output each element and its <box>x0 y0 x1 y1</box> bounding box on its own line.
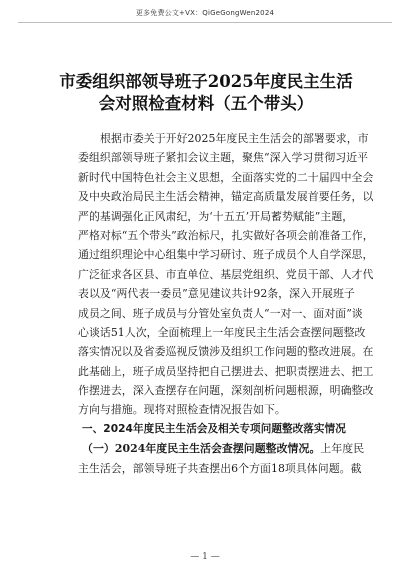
document-title-line-1: 市委组织部领导班子2025年度民主生活 <box>59 72 353 91</box>
header-note: 更多免费公文+VX：QiGeGongWen2024 <box>135 9 275 17</box>
body-line: 成员之间、班子成员与分管处室负责人“一对一、面对面”谈 <box>78 306 363 320</box>
section-heading: 一、2024年度民主生活会及相关专项问题整改落实情况 <box>82 422 346 435</box>
page-number: — 1 — <box>190 552 220 562</box>
body-line: 广泛征求各区县、市直单位、基层党组织、党员干部、人才代 <box>78 267 374 281</box>
body-line: 及中央政治局民主生活会精神，锚定高质量发展首要任务，以 <box>78 190 374 204</box>
body-line: 主生活会，部领导班子共查摆出6个方面18项具体问题。截 <box>78 461 362 475</box>
body-line: 方向与措施。现将对照检查情况报告如下。 <box>78 403 286 417</box>
body-line: 落实情况以及省委巡视反馈涉及组织工作问题的整改进展。在 <box>78 345 374 359</box>
body-line: 新时代中国特色社会主义思想，全面落实党的二十届四中全会 <box>78 170 374 184</box>
body-line: 严的基调强化正风肃纪，为‘十五五’开局蓄势赋能”主题， <box>78 209 354 223</box>
body-line: 通过组织理论中心组集中学习研讨、班子成员个人自学深思， <box>78 248 374 262</box>
document-title-line-2: 会对照检查材料（五个带头） <box>98 94 314 113</box>
document-body <box>78 129 374 478</box>
header-divider <box>18 22 392 23</box>
body-line: 心谈话51人次，全面梳理上一年度民主生活会查摆问题整改 <box>78 325 366 339</box>
body-line: 表以及“两代表一委员”意见建议共计92条，深入开展班子 <box>78 287 355 301</box>
body-line: 此基础上，班子成员坚持把自己摆进去、把职责摆进去、把工 <box>78 364 374 378</box>
body-line: 根据市委关于开好2025年度民主生活会的部署要求，市 <box>100 132 369 145</box>
body-line: 作摆进去，深入查摆存在问题，深刻剖析问题根源，明确整改 <box>78 384 374 398</box>
subsection-heading <box>78 439 365 458</box>
subsection-heading-text: 上年度民 <box>320 442 365 456</box>
subsection-heading-title: （一）2024年度民主生活会查摆问题整改情况。 <box>82 442 321 456</box>
body-line: 委组织部领导班子紧扣会议主题，聚焦“深入学习贯彻习近平 <box>78 151 369 165</box>
body-line: 严格对标“五个带头”政治标尺，扎实做好各项会前准备工作， <box>78 228 374 242</box>
